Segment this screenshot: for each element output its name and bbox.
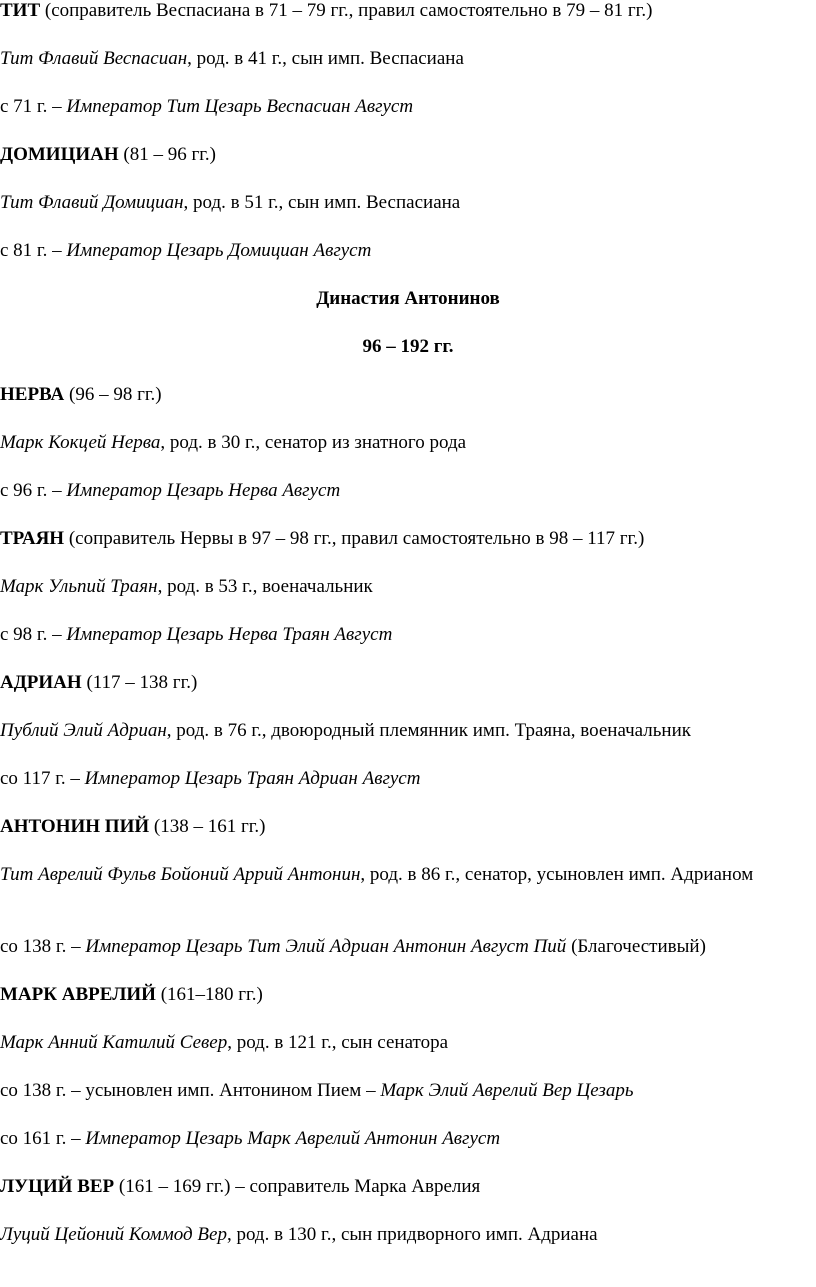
entry-hadrian-title [0,672,197,694]
entry-nerva-title [0,384,162,406]
birth-info: , род. в 30 г., сенатор из знатного рода [160,432,467,453]
full-name: Луций Цейоний Коммод Вер [0,1224,227,1245]
imperial-title: Император Цезарь Нерва Август [66,480,341,501]
section-heading [0,288,816,310]
full-name: Марк Ульпий Траян [0,576,158,597]
entry-domitian-title [0,144,216,166]
birth-info: , род. в 130 г., сын придворного имп. Адриана [226,1224,598,1245]
dynasty-years: 96 – 192 гг. [362,336,454,357]
entry-marcus-title-name [0,1128,500,1150]
date-prefix: со 138 г. – [0,936,86,957]
birth-info: , род. в 41 г., сын имп. Веспасиана [187,48,464,69]
entry-marcus-title [0,984,263,1006]
entry-verus-title [0,1176,480,1198]
entry-antoninus-title-name [0,936,706,958]
entry-marcus-birth [0,1032,448,1054]
entry-hadrian-title-name [0,768,420,790]
ruler-name: ЛУЦИЙ ВЕР [0,1176,115,1197]
entry-domitian-title-name [0,240,371,262]
entry-hadrian-birth [0,720,691,742]
ruler-name: МАРК АВРЕЛИЙ [0,984,156,1005]
birth-info: , род. в 86 г., сенатор, усыновлен имп. Адрианом [360,864,754,885]
full-name: Публий Элий Адриан [0,720,167,741]
adopted-name: Марк Элий Аврелий Вер Цезарь [380,1080,634,1101]
entry-trajan-birth [0,576,373,598]
date-prefix: с 98 г. – [0,624,67,645]
date-prefix: с 81 г. – [0,240,67,261]
ruler-name: ТИТ [0,0,41,21]
birth-info: , род. в 121 г., сын сенатора [227,1032,449,1053]
dynasty-title: Династия Антонинов [316,288,500,309]
imperial-title: Император Цезарь Тит Элий Адриан Антонин Август Пий [85,936,567,957]
imperial-title: Император Цезарь Нерва Траян Август [66,624,393,645]
entry-tit-title [0,0,652,22]
entry-antoninus-birth [0,864,800,886]
reign-years: (96 – 98 гг.) [64,384,162,405]
entry-trajan-title-name [0,624,392,646]
reign-years: (соправитель Нервы в 97 – 98 гг., правил самостоятельно в 98 – 117 гг.) [64,528,645,549]
birth-info: , род. в 53 г., военачальник [157,576,373,597]
entry-tit-title-name [0,96,413,118]
ruler-name: АДРИАН [0,672,82,693]
full-name: Тит Флавий Домициан [0,192,184,213]
full-name: Тит Флавий Веспасиан [0,48,188,69]
date-prefix: с 96 г. – [0,480,67,501]
entry-nerva-birth [0,432,466,454]
full-name: Марк Кокцей Нерва [0,432,161,453]
reign-years: (161–180 гг.) [155,984,263,1005]
reign-years: (161 – 169 гг.) – соправитель Марка Аврелия [114,1176,481,1197]
imperial-title: Император Цезарь Домициан Август [66,240,372,261]
imperial-title: Император Тит Цезарь Веспасиан Август [66,96,414,117]
entry-marcus-adoption [0,1080,633,1102]
full-name: Тит Аврелий Фульв Бойоний Аррий Антонин [0,864,361,885]
reign-years: (соправитель Веспасиана в 71 – 79 гг., правил самостоятельно в 79 – 81 гг.) [40,0,653,21]
date-prefix: с 71 г. – [0,96,67,117]
entry-trajan-title [0,528,644,550]
entry-tit-birth [0,48,464,70]
birth-info: , род. в 76 г., двоюродный племянник имп. Траяна, военачальник [166,720,691,741]
date-prefix: со 161 г. – [0,1128,86,1149]
date-prefix: со 117 г. – [0,768,85,789]
imperial-title: Император Цезарь Марк Аврелий Антонин Август [85,1128,501,1149]
entry-domitian-birth [0,192,460,214]
full-name: Марк Анний Катилий Север [0,1032,228,1053]
section-subheading [0,336,816,358]
reign-years: (138 – 161 гг.) [149,816,266,837]
entry-nerva-title-name [0,480,340,502]
ruler-name: ДОМИЦИАН [0,144,119,165]
reign-years: (117 – 138 гг.) [81,672,198,693]
ruler-name: ТРАЯН [0,528,65,549]
reign-years: (81 – 96 гг.) [118,144,216,165]
date-prefix: со 138 г. – усыновлен имп. Антонином Пием – [0,1080,381,1101]
epithet: (Благочестивый) [566,936,706,957]
entry-antoninus-title [0,816,265,838]
ruler-name: НЕРВА [0,384,65,405]
imperial-title: Император Цезарь Траян Адриан Август [84,768,421,789]
birth-info: , род. в 51 г., сын имп. Веспасиана [183,192,461,213]
entry-verus-birth [0,1224,598,1246]
ruler-name: АНТОНИН ПИЙ [0,816,150,837]
